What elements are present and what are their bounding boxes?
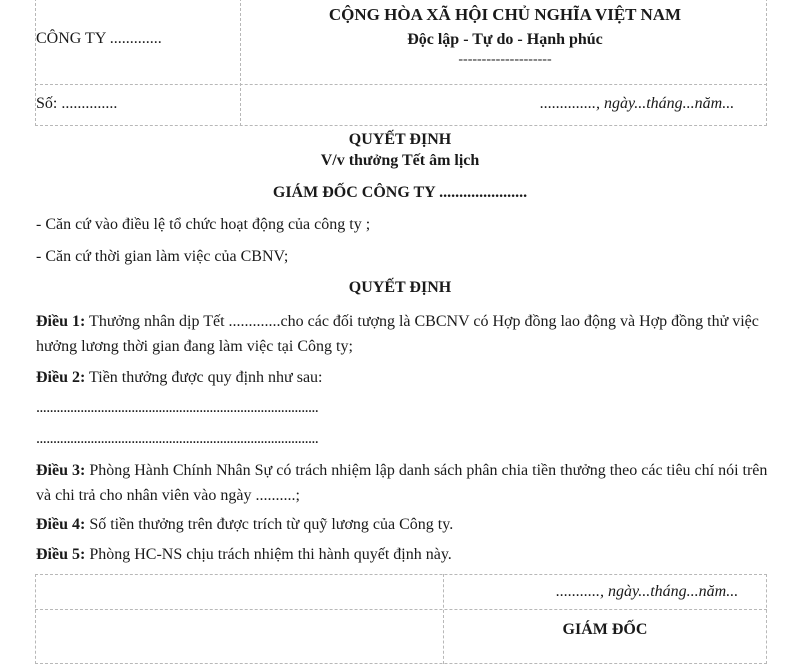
article-5-label: Điều 5: [36, 546, 86, 563]
signature-divider-vertical [443, 574, 444, 664]
article-2-text: Tiền thưởng được quy định như sau: [85, 369, 323, 386]
article-3-text: Phòng Hành Chính Nhân Sự có trách nhiệm lập danh sách phân chia tiền thưởng theo các tiêu chí nói trên và chi trả cho nhân viên vào ngày ..........; [36, 462, 768, 504]
header-divider-vertical [240, 0, 241, 126]
article-4-text: Số tiền thưởng trên được trích từ quỹ lương của Công ty. [85, 516, 454, 533]
article-5 [36, 542, 776, 567]
signature-divider-horizontal [35, 609, 767, 610]
article-4-label: Điều 4: [36, 516, 86, 533]
article-4 [36, 512, 776, 537]
nation-title: CỘNG HÒA XÃ HỘI CHỦ NGHĨA VIỆT NAM [328, 5, 682, 24]
article-3 [36, 458, 776, 508]
article-1-text: Thưởng nhân dịp Tết .............cho các đối tượng là CBCNV có Hợp đồng lao động và Hợp đồng thử việc hưởng lương thời gian đang làm việc tại Công ty; [36, 313, 759, 355]
header-divider-horizontal [35, 84, 767, 85]
article-2 [36, 365, 776, 390]
basis-2: - Căn cứ thời gian làm việc của CBNV; [36, 248, 289, 265]
decision-heading: QUYẾT ĐỊNH [348, 279, 452, 296]
company-name: CÔNG TY ............. [36, 30, 162, 47]
fill-line-2: ................................................................................... [36, 430, 319, 447]
decision-title: QUYẾT ĐỊNH [348, 131, 452, 148]
motto: Độc lập - Tự do - Hạnh phúc [407, 31, 603, 48]
basis-1: - Căn cứ vào điều lệ tổ chức hoạt động của công ty ; [36, 216, 371, 233]
article-3-label: Điều 3: [36, 462, 86, 479]
document-date: .............., ngày...tháng...năm... [540, 95, 735, 112]
signature-date: ..........., ngày...tháng...năm... [556, 583, 739, 600]
article-5-text: Phòng HC-NS chịu trách nhiệm thi hành quyết định này. [85, 546, 452, 563]
article-1 [36, 309, 776, 359]
document-number: Số: .............. [36, 95, 118, 112]
article-1-label: Điều 1: [36, 313, 86, 330]
issuing-authority: GIÁM ĐỐC CÔNG TY ...................... [272, 184, 528, 201]
fill-line-1: ................................................................................... [36, 399, 319, 416]
motto-underline: -------------------- [458, 52, 552, 67]
article-2-label: Điều 2: [36, 369, 86, 386]
signer-title: GIÁM ĐỐC [562, 621, 648, 638]
decision-subject: V/v thưởng Tết âm lịch [320, 152, 480, 169]
